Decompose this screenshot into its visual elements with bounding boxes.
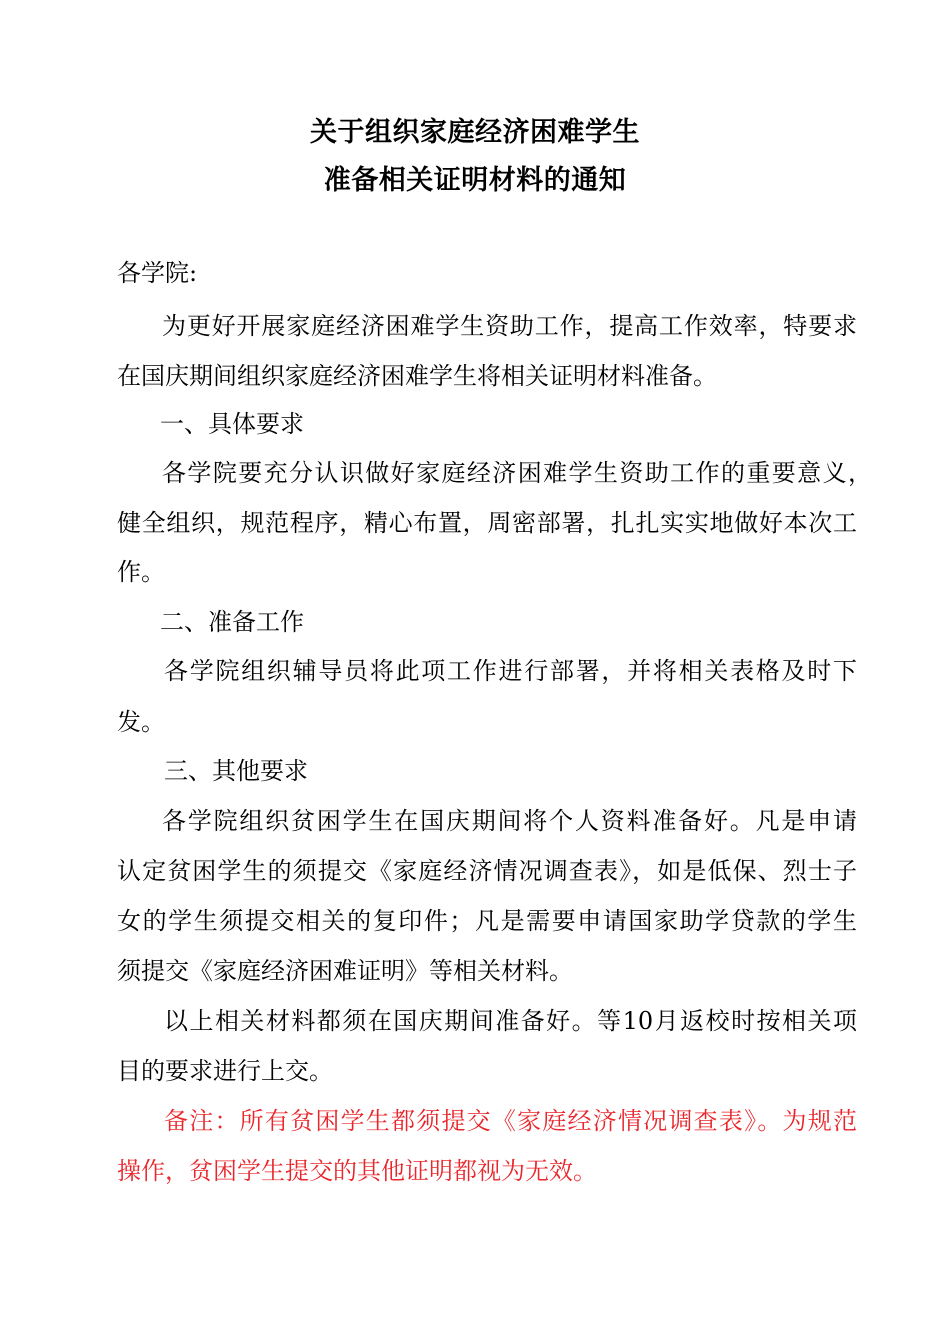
section3-heading: 三、其他要求 — [164, 757, 308, 785]
section2-heading: 二、准备工作 — [160, 608, 304, 636]
section3-line-1: 各学院组织贫困学生在国庆期间将个人资料准备好。凡是申请 — [162, 807, 857, 835]
salutation: 各学院: — [117, 259, 198, 287]
note-line-1: 备注：所有贫困学生都须提交《家庭经济情况调查表》。为规范 — [164, 1107, 857, 1135]
document-title-line2: 准备相关证明材料的通知 — [323, 165, 627, 196]
section2-line-1: 各学院组织辅导员将此项工作进行部署，并将相关表格及时下 — [164, 657, 857, 685]
closing-line-1: 以上相关材料都须在国庆期间准备好。等10月返校时按相关项 — [164, 1007, 857, 1035]
intro-line-1: 为更好开展家庭经济困难学生资助工作，提高工作效率，特要求 — [162, 312, 857, 340]
section3-line-3: 女的学生须提交相关的复印件；凡是需要申请国家助学贷款的学生 — [117, 907, 857, 935]
section1-line-2: 健全组织，规范程序，精心布置，周密部署，扎扎实实地做好本次工 — [117, 509, 857, 537]
section1-line-3: 作。 — [117, 558, 165, 586]
intro-line-2: 在国庆期间组织家庭经济困难学生将相关证明材料准备。 — [117, 362, 717, 390]
section3-line-4: 须提交《家庭经济困难证明》等相关材料。 — [117, 957, 573, 985]
closing-line-2: 目的要求进行上交。 — [117, 1057, 333, 1085]
section1-heading: 一、具体要求 — [160, 410, 304, 438]
section1-line-1: 各学院要充分认识做好家庭经济困难学生资助工作的重要意义， — [162, 459, 872, 487]
section2-line-2: 发。 — [117, 708, 165, 736]
note-line-2: 操作，贫困学生提交的其他证明都视为无效。 — [117, 1157, 597, 1185]
document-title-line1: 关于组织家庭经济困难学生 — [310, 117, 640, 148]
section3-line-2: 认定贫困学生的须提交《家庭经济情况调查表》，如是低保、烈士子 — [117, 857, 857, 885]
